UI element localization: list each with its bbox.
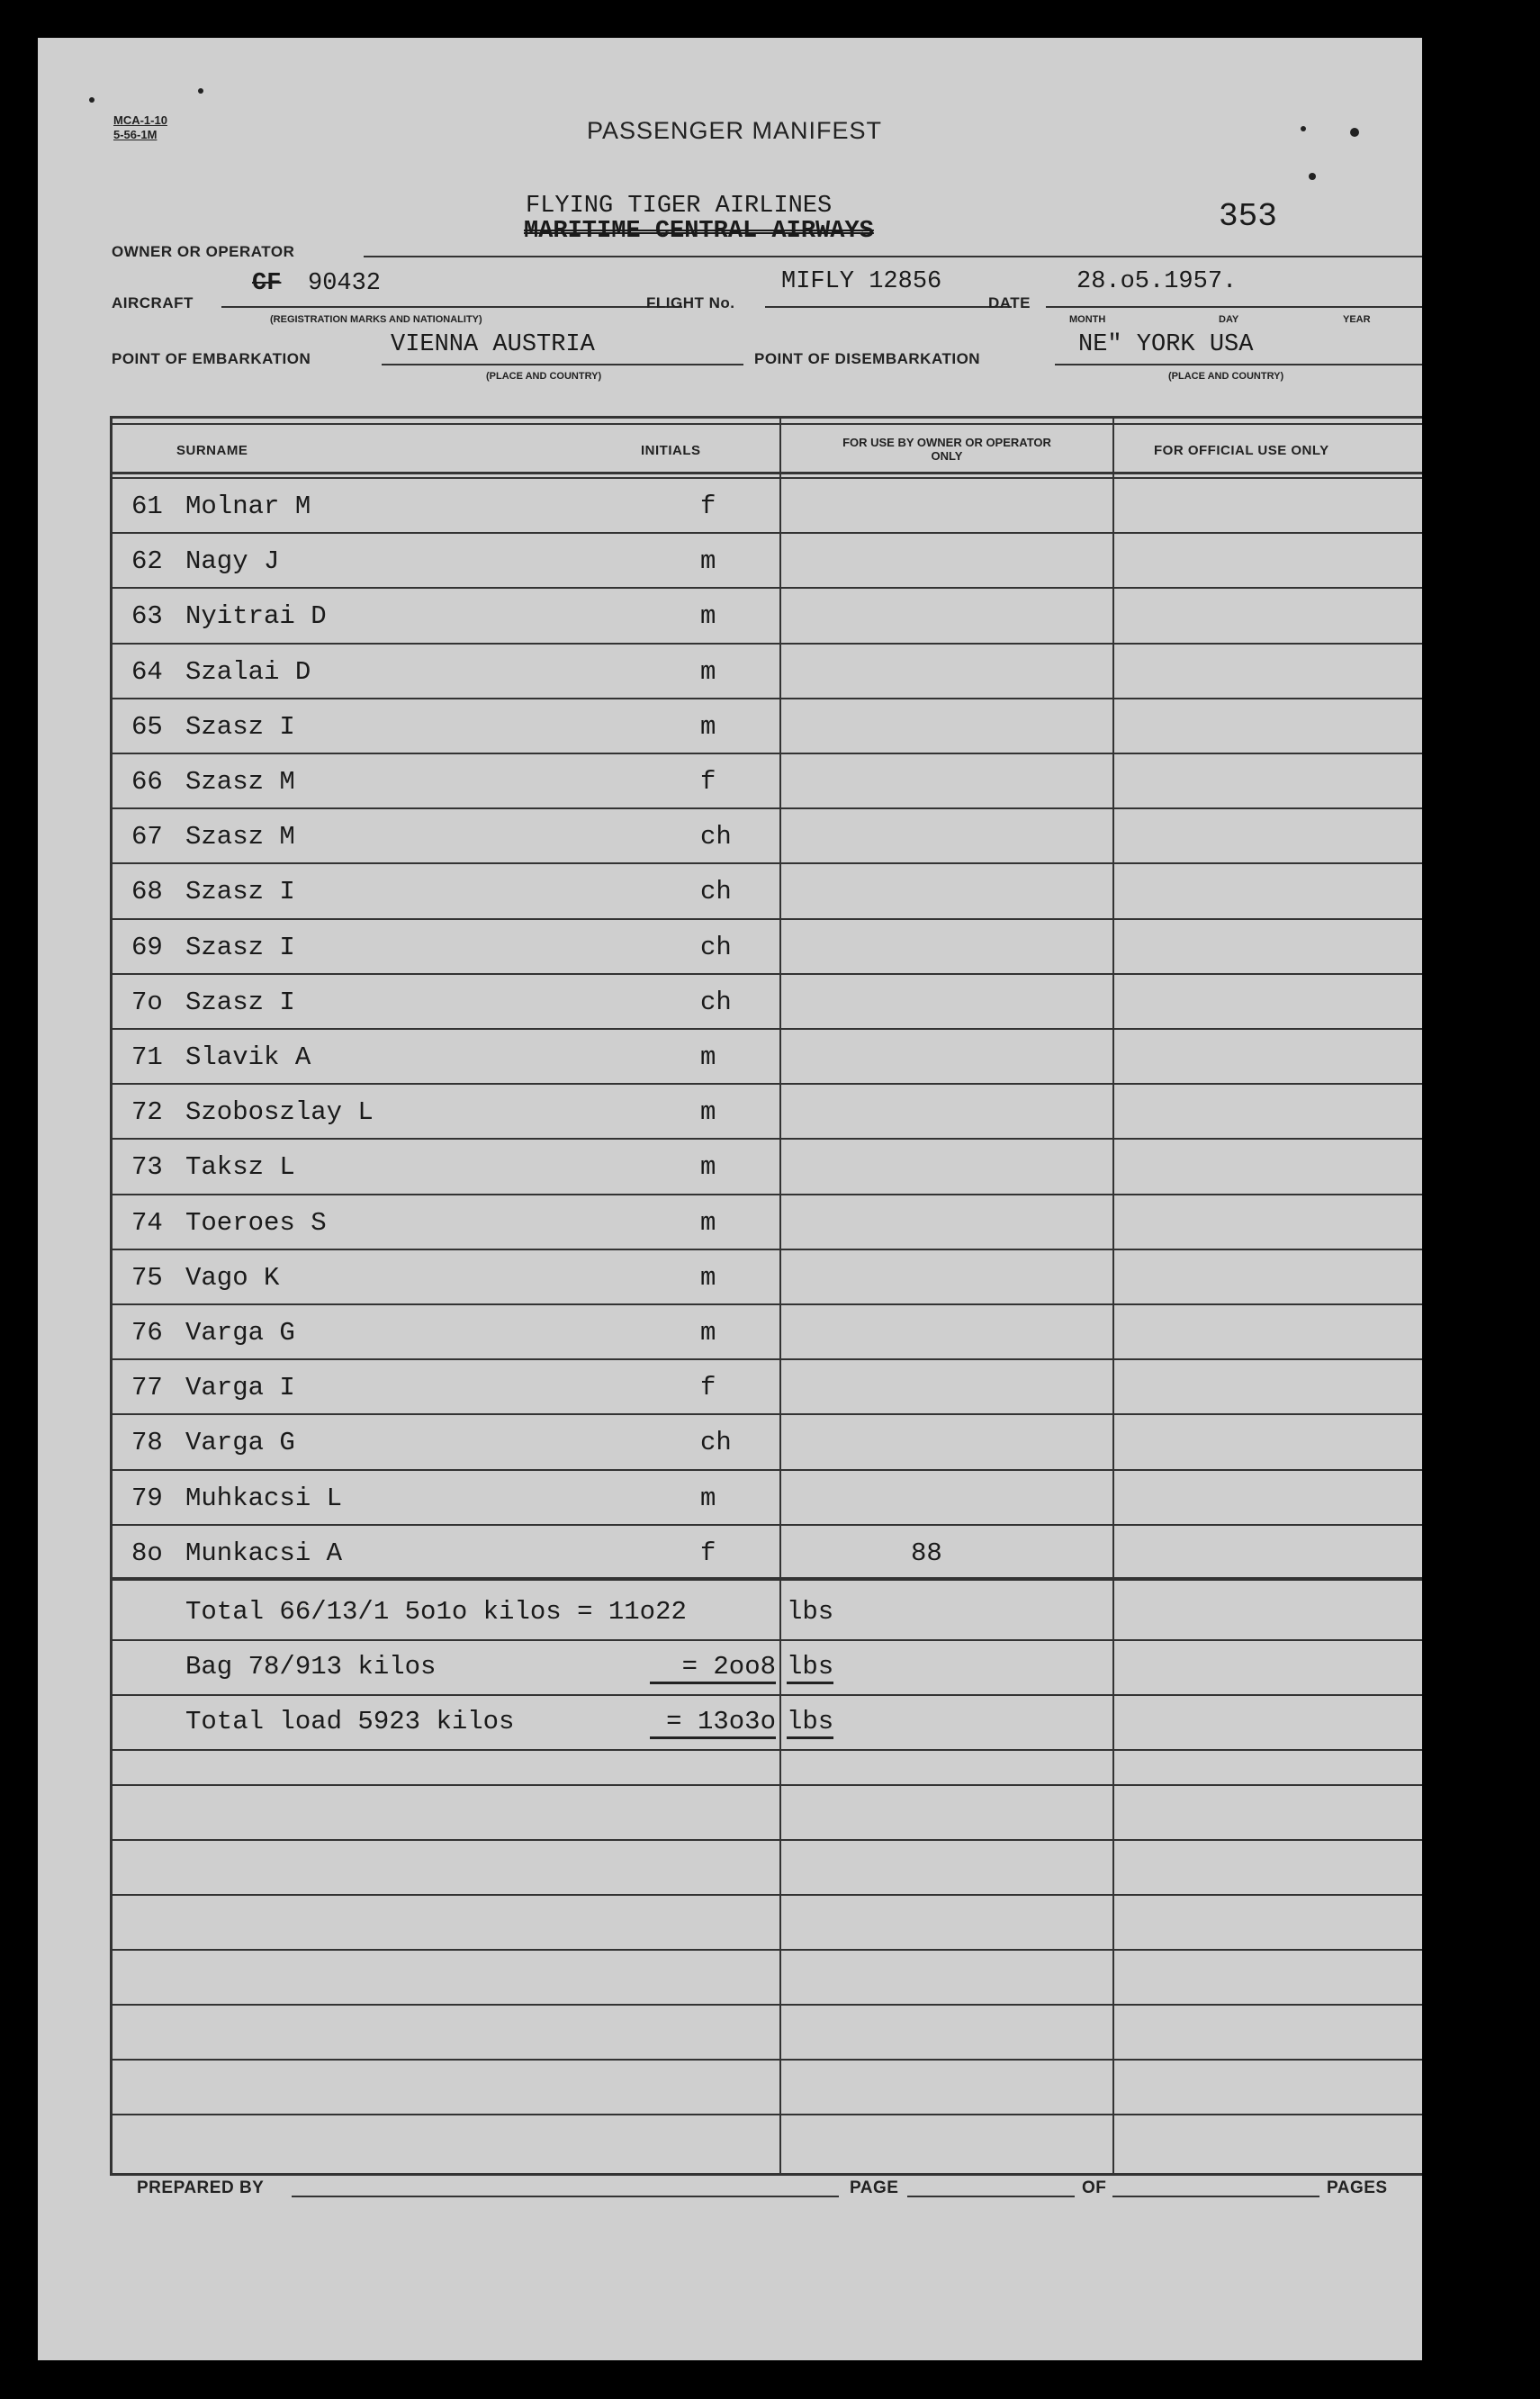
row-number: 61 — [131, 492, 163, 521]
blank-row-rule — [110, 2059, 1422, 2061]
row-surname: Toeroes S — [185, 1207, 327, 1238]
row-initials: m — [700, 1152, 716, 1183]
ink-speck — [198, 88, 203, 94]
of-label: OF — [1082, 2178, 1107, 2197]
prepared-line — [292, 2196, 839, 2197]
flight-value: MIFLY 12856 — [781, 268, 942, 295]
col-header-surname: SURNAME — [176, 443, 248, 458]
totals-row — [110, 1586, 1422, 1641]
month-caption: MONTH — [1069, 314, 1106, 325]
prepared-label: PREPARED BY — [137, 2178, 265, 2197]
row-surname: Varga I — [185, 1373, 295, 1403]
row-number: 72 — [131, 1097, 163, 1128]
col-header-initials: INITIALS — [641, 443, 701, 458]
table-row — [110, 1195, 1422, 1250]
table-row — [110, 1471, 1422, 1526]
row-initials: m — [700, 711, 716, 742]
page-line — [907, 2196, 1075, 2197]
owner-value: FLYING TIGER AIRLINES — [526, 193, 833, 220]
row-initials: ch — [700, 822, 732, 852]
row-number: 64 — [131, 656, 163, 687]
row-initials: m — [700, 1097, 716, 1128]
row-surname: Nagy J — [185, 546, 280, 577]
row-number: 7o — [131, 987, 163, 1017]
aircraft-line — [221, 306, 682, 308]
table-row — [110, 754, 1422, 809]
owner-label: OWNER OR OPERATOR — [112, 243, 295, 260]
table-bottom-rule — [110, 2173, 1422, 2176]
table-row — [110, 699, 1422, 754]
row-initials: f — [700, 1373, 716, 1403]
row-number: 73 — [131, 1152, 163, 1183]
row-surname: Munkacsi A — [185, 1538, 343, 1568]
manifest-sheet — [38, 38, 1422, 2360]
table-row — [110, 1305, 1422, 1360]
row-surname: Varga G — [185, 1318, 295, 1348]
row-operator-note: 88 — [911, 1538, 942, 1568]
table-row — [110, 1415, 1422, 1470]
table-row — [110, 1085, 1422, 1140]
disembark-line — [1055, 364, 1422, 365]
totals-row — [110, 1641, 1422, 1696]
pages-label: PAGES — [1327, 2178, 1388, 2197]
date-label: DATE — [988, 294, 1031, 311]
table-top-rule-2 — [110, 423, 1422, 425]
table-row — [110, 1140, 1422, 1195]
table-row — [110, 864, 1422, 919]
col-header-owner: FOR USE BY OWNER OR OPERATOR ONLY — [842, 436, 1051, 463]
form-code — [113, 113, 167, 142]
table-row — [110, 1526, 1422, 1581]
row-surname: Nyitrai D — [185, 601, 327, 632]
row-surname: Szasz M — [185, 822, 295, 852]
row-surname: Vago K — [185, 1262, 280, 1293]
row-surname: Szasz I — [185, 877, 295, 907]
ink-speck — [1309, 173, 1316, 180]
row-surname: Szasz M — [185, 767, 295, 797]
table-row — [110, 1030, 1422, 1085]
row-initials: ch — [700, 987, 732, 1017]
row-surname: Slavik A — [185, 1042, 311, 1072]
table-row — [110, 645, 1422, 699]
flight-line — [765, 306, 1012, 308]
embark-label: POINT OF EMBARKATION — [112, 350, 311, 367]
row-number: 63 — [131, 601, 163, 632]
table-row — [110, 534, 1422, 589]
ink-speck — [89, 97, 95, 103]
row-initials: m — [700, 1262, 716, 1293]
row-initials: f — [700, 767, 716, 797]
table-row — [110, 1360, 1422, 1415]
row-number: 78 — [131, 1428, 163, 1458]
row-number: 77 — [131, 1373, 163, 1403]
blank-row-rule — [110, 2114, 1422, 2115]
row-initials: m — [700, 1042, 716, 1072]
ink-speck — [1350, 128, 1359, 137]
totals-unit: lbs — [787, 1707, 833, 1739]
col-header-official: FOR OFFICIAL USE ONLY — [1154, 443, 1329, 458]
row-surname: Szasz I — [185, 711, 295, 742]
embark-caption: (PLACE AND COUNTRY) — [486, 371, 602, 382]
row-surname: Szalai D — [185, 656, 311, 687]
row-number: 76 — [131, 1318, 163, 1348]
table-row — [110, 479, 1422, 534]
blank-row-rule — [110, 2004, 1422, 2006]
page-label: PAGE — [850, 2178, 899, 2197]
table-row — [110, 809, 1422, 864]
row-number: 66 — [131, 767, 163, 797]
aircraft-caption: (REGISTRATION MARKS AND NATIONALITY) — [270, 314, 482, 325]
table-row — [110, 1250, 1422, 1305]
table-row — [110, 975, 1422, 1030]
form-code-line2: 5-56-1M — [113, 128, 158, 141]
row-number: 74 — [131, 1207, 163, 1238]
totals-value: = 13o3o — [650, 1707, 776, 1739]
form-code-line1: MCA-1-10 — [113, 113, 167, 127]
day-caption: DAY — [1219, 314, 1239, 325]
blank-row-rule — [110, 1784, 1422, 1786]
flight-label: FLIGHT No. — [646, 294, 735, 311]
blank-row-rule — [110, 1839, 1422, 1841]
row-number: 65 — [131, 711, 163, 742]
row-initials: m — [700, 601, 716, 632]
row-initials: m — [700, 1318, 716, 1348]
embark-line — [382, 364, 743, 365]
disembark-value: NE" YORK USA — [1078, 331, 1254, 358]
row-initials: m — [700, 546, 716, 577]
row-surname: Taksz L — [185, 1152, 295, 1183]
row-initials: ch — [700, 877, 732, 907]
row-number: 68 — [131, 877, 163, 907]
aircraft-label: AIRCRAFT — [112, 294, 194, 311]
disembark-caption: (PLACE AND COUNTRY) — [1168, 371, 1284, 382]
table-top-rule — [110, 416, 1422, 419]
row-rule — [110, 1577, 1422, 1581]
row-number: 8o — [131, 1538, 163, 1568]
page-number: 353 — [1219, 198, 1277, 235]
row-initials: f — [700, 1538, 716, 1568]
date-value: 28.o5.1957. — [1076, 268, 1238, 295]
row-surname: Varga G — [185, 1428, 295, 1458]
row-number: 75 — [131, 1262, 163, 1293]
blank-row-rule — [110, 1894, 1422, 1896]
row-surname: Szasz I — [185, 932, 295, 962]
totals-row — [110, 1696, 1422, 1751]
totals-unit: lbs — [787, 1652, 833, 1684]
row-surname: Molnar M — [185, 492, 311, 521]
aircraft-struck: CF — [252, 270, 282, 297]
totals-unit: lbs — [787, 1597, 834, 1627]
row-number: 79 — [131, 1483, 163, 1513]
manifest-table — [110, 416, 1422, 2176]
row-initials: ch — [700, 1428, 732, 1458]
disembark-label: POINT OF DISEMBARKATION — [754, 350, 981, 367]
owner-struck: MARITIME CENTRAL AIRWAYS — [524, 218, 874, 245]
form-title: PASSENGER MANIFEST — [587, 117, 883, 144]
row-rule — [110, 1749, 1422, 1751]
row-initials: m — [700, 656, 716, 687]
totals-label: Total load 5923 kilos — [185, 1707, 515, 1736]
totals-value: = 2oo8 — [650, 1652, 776, 1684]
header-bottom-rule — [110, 472, 1422, 474]
row-number: 69 — [131, 932, 163, 962]
year-caption: YEAR — [1343, 314, 1371, 325]
table-row — [110, 920, 1422, 975]
row-surname: Szasz I — [185, 987, 295, 1017]
embark-value: VIENNA AUSTRIA — [391, 331, 595, 358]
totals-label: Bag 78/913 kilos — [185, 1652, 437, 1682]
row-initials: m — [700, 1207, 716, 1238]
row-surname: Szoboszlay L — [185, 1097, 374, 1128]
date-line — [1046, 306, 1422, 308]
row-initials: ch — [700, 932, 732, 962]
blank-row-rule — [110, 1949, 1422, 1951]
row-number: 62 — [131, 546, 163, 577]
row-surname: Muhkacsi L — [185, 1483, 343, 1513]
table-row — [110, 589, 1422, 644]
row-initials: m — [700, 1483, 716, 1513]
totals-label: Total 66/13/1 5o1o kilos = 11o22 — [185, 1597, 687, 1627]
row-number: 71 — [131, 1042, 163, 1072]
ink-speck — [1301, 126, 1306, 131]
aircraft-value: 90432 — [308, 270, 382, 297]
owner-line — [364, 256, 1422, 257]
row-number: 67 — [131, 822, 163, 852]
of-line — [1112, 2196, 1319, 2197]
row-initials: f — [700, 492, 716, 521]
